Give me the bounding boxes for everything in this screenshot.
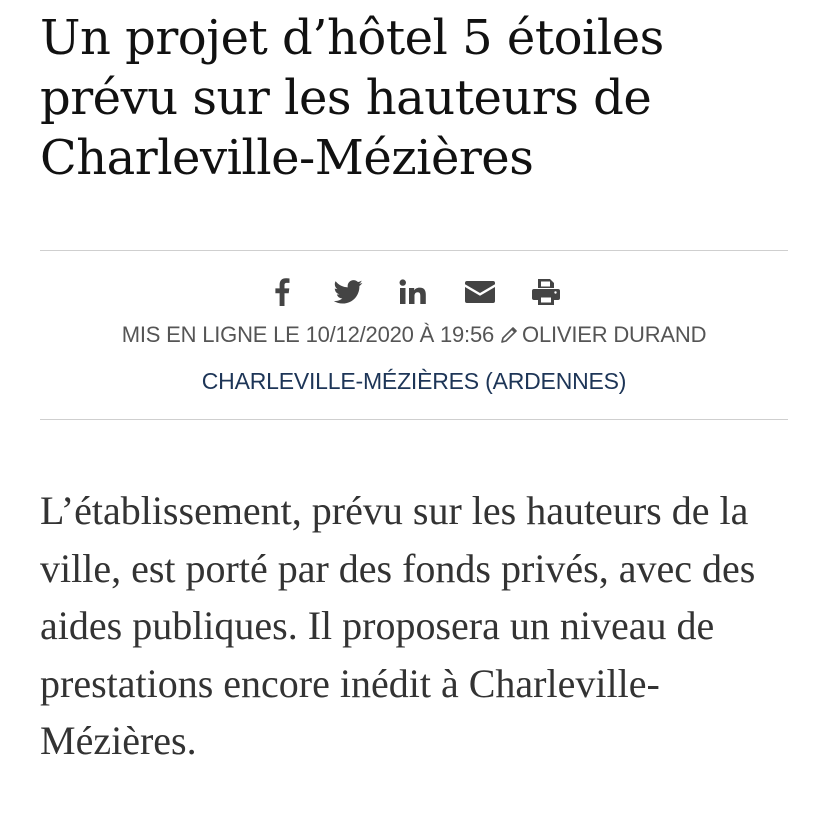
author-name[interactable]: OLIVIER DURAND (522, 322, 707, 347)
divider-bottom (40, 419, 788, 420)
divider-top (40, 250, 788, 251)
twitter-icon (333, 280, 363, 304)
article-location[interactable]: CHARLEVILLE-MÉZIÈRES (ARDENNES) (201, 368, 627, 394)
article-meta (40, 321, 788, 349)
publication-date: MIS EN LIGNE LE 10/12/2020 À 19:56 (121, 322, 495, 347)
article (40, 0, 788, 770)
article-headline: Un projet d’hôtel 5 étoiles prévu sur les hauteurs de Charleville-Mézières (40, 10, 664, 186)
email-share-button[interactable] (462, 277, 498, 307)
article-lead: L’établissement, prévu sur les hauteurs de la ville, est porté par des fonds privés, avec des aides publiques. Il proposera un niveau de prestations encore inédit à Charleville-Mézières. (40, 488, 756, 763)
linkedin-share-button[interactable] (396, 277, 432, 307)
linkedin-icon (399, 279, 429, 305)
print-icon (532, 279, 560, 305)
facebook-icon (273, 278, 291, 306)
print-button[interactable] (528, 277, 564, 307)
facebook-share-button[interactable] (264, 277, 300, 307)
twitter-share-button[interactable] (330, 277, 366, 307)
pencil-icon (500, 326, 518, 344)
share-bar (40, 277, 788, 307)
email-icon (465, 281, 495, 303)
